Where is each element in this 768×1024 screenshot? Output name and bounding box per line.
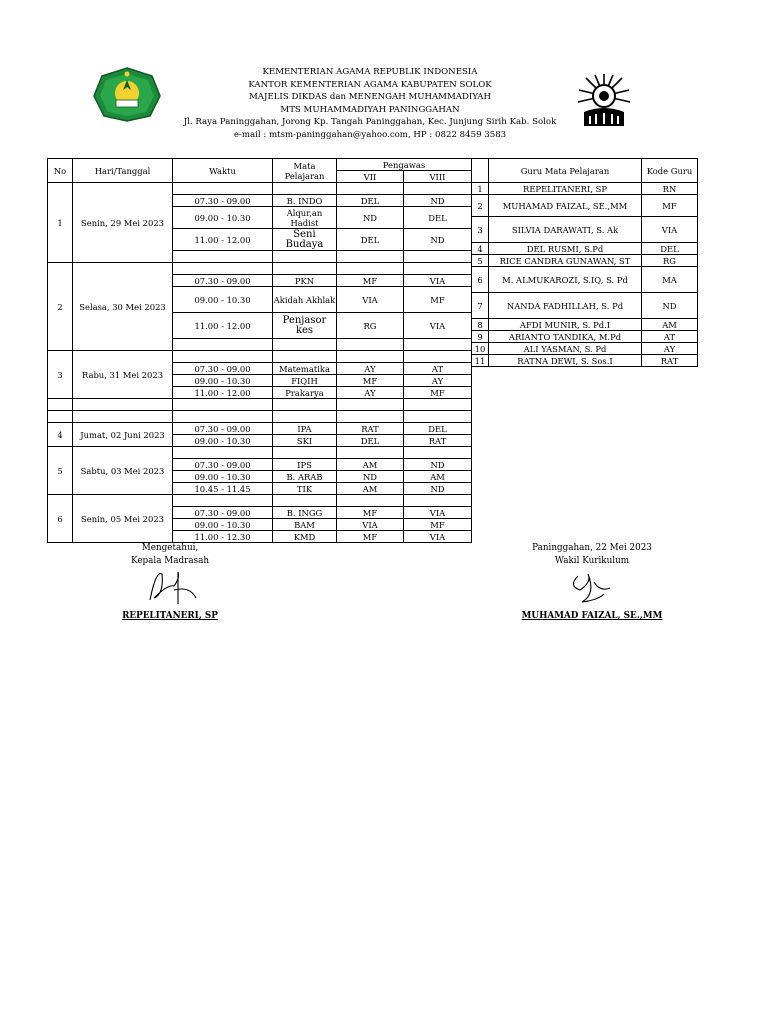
teacher-row <box>472 255 698 267</box>
teacher-name: RATNA DEWI, S. Sos.I <box>489 355 642 367</box>
empty-cell <box>337 339 404 351</box>
empty-cell <box>337 351 404 363</box>
teacher-code: MF <box>642 195 698 217</box>
subject: B. INGG <box>273 507 337 519</box>
day-date: Selasa, 30 Mei 2023 <box>73 263 173 351</box>
proctor-viii: ND <box>404 195 472 207</box>
day-date: Rabu, 31 Mei 2023 <box>73 351 173 399</box>
empty-cell <box>273 399 337 411</box>
teacher-no: 7 <box>472 293 489 319</box>
teacher-code-table <box>471 158 698 367</box>
time-slot: 11.00 - 12.30 <box>173 531 273 543</box>
teacher-no: 1 <box>472 183 489 195</box>
letterhead <box>170 66 570 141</box>
teacher-no: 10 <box>472 343 489 355</box>
proctor-viii: AT <box>404 363 472 375</box>
empty-cell <box>404 351 472 363</box>
subject: Matematika <box>273 363 337 375</box>
empty-cell <box>337 183 404 195</box>
empty-cell <box>337 447 404 459</box>
teacher-no: 9 <box>472 331 489 343</box>
empty-cell <box>273 351 337 363</box>
day-number: 5 <box>48 447 73 495</box>
day-date: Sabtu, 03 Mei 2023 <box>73 447 173 495</box>
proctor-vii: ND <box>337 207 404 229</box>
time-slot: 07.30 - 09.00 <box>173 507 273 519</box>
sig-right-line2: Wakil Kurikulum <box>554 556 630 566</box>
teacher-code: RG <box>642 255 698 267</box>
empty-cell <box>273 183 337 195</box>
subject: BAM <box>273 519 337 531</box>
sig-left-line2: Kepala Madrasah <box>130 556 210 566</box>
proctor-viii: DEL <box>404 423 472 435</box>
teacher-row <box>472 293 698 319</box>
empty-cell <box>337 263 404 275</box>
teacher-no: 11 <box>472 355 489 367</box>
time-slot: 09.00 - 10.30 <box>173 471 273 483</box>
time-slot: 10.45 - 11.45 <box>173 483 273 495</box>
empty-cell <box>273 447 337 459</box>
empty-cell <box>273 251 337 263</box>
empty-cell <box>337 399 404 411</box>
muhammadiyah-logo <box>576 72 632 130</box>
teacher-code: AM <box>642 319 698 331</box>
empty-cell <box>404 411 472 423</box>
proctor-vii: RG <box>337 313 404 339</box>
schedule-row <box>48 495 472 507</box>
subject: IPA <box>273 423 337 435</box>
empty-cell <box>404 183 472 195</box>
empty-cell <box>73 411 173 423</box>
teacher-no: 6 <box>472 267 489 293</box>
teacher-name: ALI YASMAN, S. Pd <box>489 343 642 355</box>
schedule-row <box>48 183 472 195</box>
empty-cell <box>337 495 404 507</box>
teacher-code: VIA <box>642 217 698 243</box>
proctor-viii: MF <box>404 287 472 313</box>
subject: B. INDO <box>273 195 337 207</box>
kemenag-logo <box>92 66 162 122</box>
col-header-no: No <box>48 159 73 183</box>
teacher-code: AT <box>642 331 698 343</box>
proctor-vii: DEL <box>337 435 404 447</box>
proctor-vii: DEL <box>337 195 404 207</box>
gap-row <box>48 411 472 423</box>
time-slot: 07.30 - 09.00 <box>173 459 273 471</box>
teacher-row <box>472 195 698 217</box>
empty-cell <box>273 339 337 351</box>
sig-left-name: REPELITANERI, SP <box>122 611 218 621</box>
proctor-viii: VIA <box>404 275 472 287</box>
time-slot: 11.00 - 12.00 <box>173 387 273 399</box>
col-header-code: Kode Guru <box>642 159 698 183</box>
empty-cell <box>48 399 73 411</box>
teacher-code: DEL <box>642 243 698 255</box>
time-slot: 09.00 - 10.30 <box>173 375 273 387</box>
subject: Seni Budaya <box>273 229 337 251</box>
empty-cell <box>404 339 472 351</box>
proctor-vii: AY <box>337 363 404 375</box>
teacher-row <box>472 355 698 367</box>
empty-cell <box>273 495 337 507</box>
empty-cell <box>404 447 472 459</box>
teacher-row <box>472 243 698 255</box>
header-council: MAJELIS DIKDAS dan MENENGAH MUHAMMADIYAH <box>249 92 491 102</box>
teacher-name: SILVIA DARAWATI, S. Ak <box>489 217 642 243</box>
empty-cell <box>173 251 273 263</box>
empty-cell <box>404 399 472 411</box>
signature-right <box>512 542 672 623</box>
time-slot: 11.00 - 12.00 <box>173 229 273 251</box>
proctor-viii: MF <box>404 519 472 531</box>
empty-cell <box>404 495 472 507</box>
teacher-row <box>472 183 698 195</box>
proctor-viii: ND <box>404 459 472 471</box>
time-slot: 11.00 - 12.00 <box>173 313 273 339</box>
subject: Penjasor kes <box>273 313 337 339</box>
subject: TIK <box>273 483 337 495</box>
proctor-vii: AY <box>337 387 404 399</box>
empty-cell <box>173 351 273 363</box>
proctor-vii: VIA <box>337 287 404 313</box>
proctor-vii: AM <box>337 483 404 495</box>
teacher-code: MA <box>642 267 698 293</box>
time-slot: 09.00 - 10.30 <box>173 207 273 229</box>
subject: KMD <box>273 531 337 543</box>
proctor-vii: ND <box>337 471 404 483</box>
proctor-vii: MF <box>337 275 404 287</box>
empty-cell <box>173 339 273 351</box>
proctor-vii: RAT <box>337 423 404 435</box>
time-slot: 09.00 - 10.30 <box>173 287 273 313</box>
teacher-row <box>472 319 698 331</box>
teacher-name: REPELITANERI, SP <box>489 183 642 195</box>
teacher-name: M. ALMUKAROZI, S.IQ, S. Pd <box>489 267 642 293</box>
header-office: KANTOR KEMENTERIAN AGAMA KABUPATEN SOLOK <box>248 79 492 90</box>
teacher-row <box>472 217 698 243</box>
day-number: 1 <box>48 183 73 263</box>
subject: Prakarya <box>273 387 337 399</box>
proctor-viii: VIA <box>404 507 472 519</box>
time-slot: 09.00 - 10.30 <box>173 435 273 447</box>
day-number: 6 <box>48 495 73 543</box>
empty-cell <box>173 263 273 275</box>
teacher-no: 3 <box>472 217 489 243</box>
empty-cell <box>337 251 404 263</box>
header-address: Jl. Raya Paninggahan, Jorong Kp. Tangah Paninggahan, Kec. Junjung Sirih Kab. Solok <box>183 117 557 127</box>
proctor-viii: ND <box>404 229 472 251</box>
col-header-teacher: Guru Mata Pelajaran <box>489 159 642 183</box>
teacher-name: RICE CANDRA GUNAWAN, ST <box>489 255 642 267</box>
proctor-viii: ND <box>404 483 472 495</box>
day-number: 4 <box>48 423 73 447</box>
teacher-no: 5 <box>472 255 489 267</box>
header-ministry: KEMENTERIAN AGAMA REPUBLIK INDONESIA <box>262 67 478 77</box>
subject: Akidah Akhlak <box>273 287 337 313</box>
teacher-code: RAT <box>642 355 698 367</box>
teacher-row <box>472 343 698 355</box>
time-slot: 07.30 - 09.00 <box>173 275 273 287</box>
teacher-row <box>472 331 698 343</box>
empty-cell <box>337 411 404 423</box>
proctor-vii: VIA <box>337 519 404 531</box>
empty-cell <box>173 399 273 411</box>
teacher-name: DEL RUSMI, S.Pd <box>489 243 642 255</box>
empty-cell <box>404 251 472 263</box>
day-number: 3 <box>48 351 73 399</box>
schedule-row <box>48 447 472 459</box>
col-header-time: Waktu <box>173 159 273 183</box>
teacher-no: 4 <box>472 243 489 255</box>
empty-cell <box>173 411 273 423</box>
subject: SKI <box>273 435 337 447</box>
schedule-row <box>48 263 472 275</box>
proctor-vii: MF <box>337 531 404 543</box>
col-header-viii: VIII <box>404 171 472 183</box>
proctor-vii: AM <box>337 459 404 471</box>
empty-cell <box>48 411 73 423</box>
day-date: Senin, 29 Mei 2023 <box>73 183 173 263</box>
col-header-subject: Mata Pelajaran <box>273 159 337 183</box>
proctor-viii: VIA <box>404 313 472 339</box>
day-date: Senin, 05 Mei 2023 <box>73 495 173 543</box>
header-contact: e-mail : mtsm-paninggahan@yahoo.com, HP : 0822 8459 3583 <box>233 129 507 140</box>
time-slot: 07.30 - 09.00 <box>173 195 273 207</box>
empty-cell <box>173 447 273 459</box>
proctor-viii: RAT <box>404 435 472 447</box>
proctor-vii: DEL <box>337 229 404 251</box>
time-slot: 07.30 - 09.00 <box>173 363 273 375</box>
subject: Alqur,an Hadist <box>273 207 337 229</box>
proctor-viii: AY <box>404 375 472 387</box>
teacher-code: ND <box>642 293 698 319</box>
signature-scribble-left <box>134 564 204 608</box>
empty-cell <box>173 183 273 195</box>
schedule-row <box>48 351 472 363</box>
proctor-viii: MF <box>404 387 472 399</box>
subject: FIQIH <box>273 375 337 387</box>
teacher-code: AY <box>642 343 698 355</box>
col-header-proctor: Pengawas <box>337 159 472 171</box>
teacher-no: 8 <box>472 319 489 331</box>
teacher-header-blank <box>472 159 489 183</box>
empty-cell <box>73 399 173 411</box>
time-slot: 09.00 - 10.30 <box>173 519 273 531</box>
col-header-day: Hari/Tanggal <box>73 159 173 183</box>
empty-cell <box>273 263 337 275</box>
signature-scribble-right <box>558 564 628 608</box>
day-number: 2 <box>48 263 73 351</box>
proctor-viii: DEL <box>404 207 472 229</box>
schedule-row <box>48 423 472 435</box>
empty-cell <box>273 411 337 423</box>
subject: B. ARAB <box>273 471 337 483</box>
teacher-row <box>472 267 698 293</box>
empty-cell <box>173 495 273 507</box>
teacher-name: AFDI MUNIR, S. Pd.I <box>489 319 642 331</box>
proctor-viii: VIA <box>404 531 472 543</box>
day-date: Jumat, 02 Juni 2023 <box>73 423 173 447</box>
sig-right-line1: Paninggahan, 22 Mei 2023 <box>532 543 652 553</box>
time-slot: 07.30 - 09.00 <box>173 423 273 435</box>
subject: IPS <box>273 459 337 471</box>
proctor-vii: MF <box>337 507 404 519</box>
gap-row <box>48 399 472 411</box>
sig-left-line1: Mengetahui, <box>141 543 199 553</box>
signature-left <box>100 542 240 623</box>
teacher-code: RN <box>642 183 698 195</box>
teacher-name: MUHAMAD FAIZAL, SE.,MM <box>489 195 642 217</box>
teacher-no: 2 <box>472 195 489 217</box>
proctor-viii: AM <box>404 471 472 483</box>
col-header-vii: VII <box>337 171 404 183</box>
header-school: MTS MUHAMMADIYAH PANINGGAHAN <box>280 104 460 115</box>
proctor-vii: MF <box>337 375 404 387</box>
teacher-name: ARIANTO TANDIKA, M.Pd <box>489 331 642 343</box>
exam-schedule-table <box>47 158 472 543</box>
empty-cell <box>404 263 472 275</box>
subject: PKN <box>273 275 337 287</box>
sig-right-name: MUHAMAD FAIZAL, SE.,MM <box>521 611 663 621</box>
teacher-name: NANDA FADHILLAH, S. Pd <box>489 293 642 319</box>
